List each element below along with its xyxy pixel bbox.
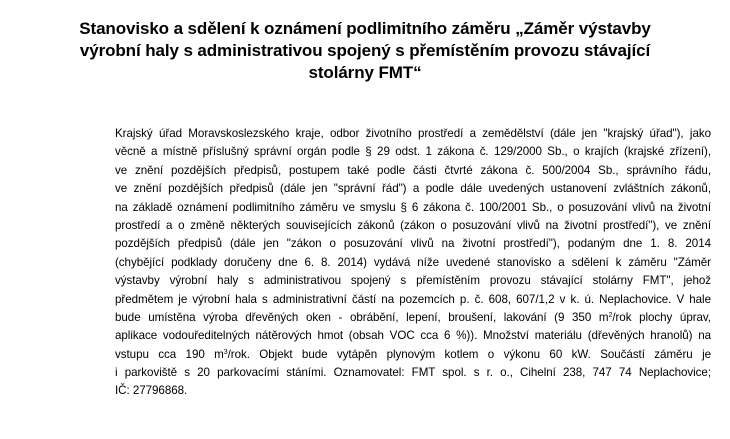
paragraph-line-with-superscript	[115, 309, 711, 327]
superscript-square: 2	[608, 311, 613, 319]
paragraph-line: ve znění pozdějších předpisů (dále jen "správní řád") a podle dále uvedených ustanovení zvláštních zákonů,	[115, 182, 711, 196]
paragraph-line: IČ: 27796868.	[115, 384, 188, 398]
paragraph-line: prostředí a o změně některých souvisejících zákonů (zákon o posuzování vlivů na životní prostředí"), ve znění	[115, 218, 711, 232]
paragraph-line-text: bude umístěna výroba dřevěných oken - obrábění, lepení, broušení, lakování (9 350 m	[115, 310, 609, 324]
paragraph-line-tail: /rok plochy úprav,	[612, 310, 711, 324]
paragraph-line-tail: /rok. Objekt bude vytápěn plynovým kotlem o výkonu 60 kW. Součástí záměru je	[227, 347, 711, 361]
paragraph-line-text: vstupu cca 190 m	[115, 347, 224, 361]
body-paragraph	[115, 125, 711, 401]
paragraph-line: na základě oznámení podlimitního záměru ve smyslu § 6 zákona č. 100/2001 Sb., o posuzování vlivů na životní	[115, 200, 711, 214]
paragraph-line: ve znění pozdějších předpisů, postupem také podle části čtvrté zákona č. 500/2004 Sb., správního řádu,	[115, 163, 711, 177]
paragraph-line: věcně a místně příslušný správní orgán podle § 29 odst. 1 zákona č. 129/2000 Sb., o krajích (krajské zřízení),	[115, 145, 711, 159]
paragraph-line: Krajský úřad Moravskoslezského kraje, odbor životního prostředí a zemědělství (dále jen "krajský úřad"), jako	[115, 127, 711, 140]
superscript-cubic: 3	[223, 348, 228, 356]
paragraph-line: výstavby výrobní haly s administrativou spojený s přemístěním provozu stávající stolárny FMT", jehož	[115, 274, 711, 288]
paragraph-line: i parkoviště s 20 parkovacími stáními. Oznamovatel: FMT spol. s r. o., Cihelní 238, 747 74 Neplachovice;	[115, 366, 711, 380]
title-line-2: výrobní haly s administrativou spojený s přemístěním provozu stávající	[79, 41, 651, 60]
title-line-3: stolárny FMT“	[308, 63, 422, 82]
document-title	[28, 18, 702, 84]
title-line-1: Stanovisko a sdělení k oznámení podlimitního záměru „Záměr výstavby	[79, 19, 651, 38]
paragraph-line-with-superscript	[115, 346, 711, 364]
paragraph-line: předmětem je výrobní hala s administrativní částí na pozemcích p. č. 608, 607/1,2 v k. ú. Neplachovice. V hale	[115, 292, 711, 306]
paragraph-line: pozdějších předpisů (dále jen "zákon o posuzování vlivů na životní prostředí"), podaným dne 1. 8. 2014	[115, 237, 711, 251]
paragraph-line: aplikace vodouředitelných nátěrových hmot (obsah VOC cca 6 %)). Množství materiálu (dřevěných hranolů) na	[115, 329, 711, 343]
paragraph-line: (chybějící podklady doručeny dne 6. 8. 2014) vydává níže uvedené stanovisko a sdělení k záměru "Záměr	[115, 255, 711, 269]
